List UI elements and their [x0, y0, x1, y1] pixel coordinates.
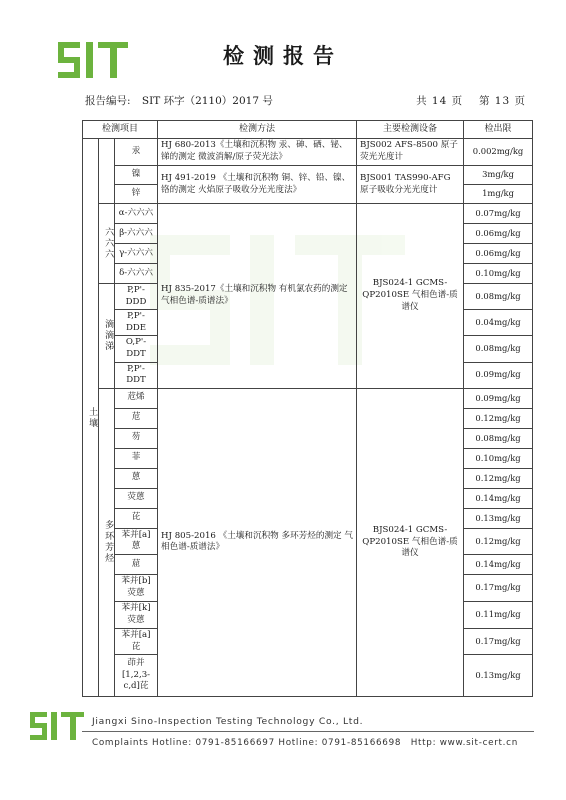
- limit-cell: 0.002mg/kg: [464, 139, 533, 166]
- limit-cell: 0.10mg/kg: [464, 448, 533, 468]
- item-name: 镍: [115, 166, 158, 185]
- item-name: 菲: [115, 448, 158, 468]
- equipment-cell: BJS024-1 GCMS-QP2010SE 气相色谱-质谱仪: [357, 204, 464, 389]
- item-name: P,P'-DDT: [115, 362, 158, 388]
- category-soil: 土壤: [83, 139, 99, 697]
- footer-company: Jiangxi Sino-Inspection Testing Technology Co., Ltd.: [92, 716, 364, 727]
- item-name: 锌: [115, 185, 158, 204]
- limit-cell: 0.11mg/kg: [464, 601, 533, 628]
- method-cell: HJ 491-2019 《土壤和沉积物 铜、锌、铅、镍、铬的测定 火焰原子吸收分光光度法》: [158, 166, 357, 204]
- footer-divider: [82, 731, 534, 732]
- limit-cell: 0.09mg/kg: [464, 362, 533, 388]
- group-ddt: 滴滴涕: [99, 284, 115, 389]
- page-title: 检测报告: [223, 43, 343, 68]
- limit-cell: 0.17mg/kg: [464, 574, 533, 601]
- item-name: 芴: [115, 428, 158, 448]
- limit-cell: 0.14mg/kg: [464, 554, 533, 574]
- table-header-row: [83, 121, 533, 139]
- test-items-table: [82, 120, 533, 697]
- table-row: [83, 139, 533, 166]
- limit-cell: 0.12mg/kg: [464, 528, 533, 554]
- equipment-cell: BJS024-1 GCMS-QP2010SE 气相色谱-质谱仪: [357, 388, 464, 696]
- limit-cell: 0.08mg/kg: [464, 336, 533, 362]
- item-name: 䓛: [115, 554, 158, 574]
- limit-cell: 0.13mg/kg: [464, 655, 533, 697]
- col-header-limit: 检出限: [464, 121, 533, 139]
- limit-cell: 0.07mg/kg: [464, 204, 533, 224]
- item-name: γ-六六六: [115, 244, 158, 264]
- limit-cell: 0.06mg/kg: [464, 244, 533, 264]
- limit-cell: 0.12mg/kg: [464, 408, 533, 428]
- footer-contact: Complaints Hotline: 0791-85166697 Hotline: 0791-85166698 Http: www.sit-cert.cn: [92, 738, 518, 748]
- method-cell: HJ 680-2013《土壤和沉积物 汞、砷、硒、铋、锑的测定 微波消解/原子荧光法》: [158, 139, 357, 166]
- limit-cell: 0.12mg/kg: [464, 468, 533, 488]
- limit-cell: 1mg/kg: [464, 185, 533, 204]
- item-name: O,P'-DDT: [115, 336, 158, 362]
- limit-cell: 0.13mg/kg: [464, 508, 533, 528]
- item-name: 苊烯: [115, 388, 158, 408]
- item-name: 苯并[a]芘: [115, 628, 158, 654]
- limit-cell: 0.09mg/kg: [464, 388, 533, 408]
- limit-cell: 3mg/kg: [464, 166, 533, 185]
- item-name: 茚并[1,2,3-c,d]芘: [115, 655, 158, 697]
- metals-group-cell: [99, 139, 115, 204]
- footer-logo: [30, 712, 84, 740]
- item-name: 苯并[a]蒽: [115, 528, 158, 554]
- table-row: [83, 388, 533, 408]
- report-number-label: 报告编号:: [85, 95, 131, 107]
- col-header-method: 检测方法: [158, 121, 357, 139]
- item-name: P,P'-DDD: [115, 284, 158, 310]
- item-name: 苯并[b]荧蒽: [115, 574, 158, 601]
- method-cell: HJ 835-2017《土壤和沉积物 有机氯农药的测定 气相色谱-质谱法》: [158, 204, 357, 389]
- item-name: 蒽: [115, 468, 158, 488]
- limit-cell: 0.08mg/kg: [464, 428, 533, 448]
- item-name: δ-六六六: [115, 264, 158, 284]
- item-name: 苯并[k]荧蒽: [115, 601, 158, 628]
- item-name: 汞: [115, 139, 158, 166]
- report-number-value: SIT 环字（2110）2017 号: [141, 95, 273, 107]
- group-pah: 多环芳烃: [99, 388, 115, 696]
- equipment-cell: BJS002 AFS-8500 原子荧光光度计: [357, 139, 464, 166]
- report-number: [85, 93, 273, 108]
- group-hch: 六六六: [99, 204, 115, 284]
- item-name: 荧蒽: [115, 488, 158, 508]
- limit-cell: 0.06mg/kg: [464, 224, 533, 244]
- item-name: 芘: [115, 508, 158, 528]
- col-header-item: 检测项目: [83, 121, 158, 139]
- item-name: P,P'-DDE: [115, 310, 158, 336]
- table-row: [83, 204, 533, 224]
- limit-cell: 0.17mg/kg: [464, 628, 533, 654]
- item-name: 苊: [115, 408, 158, 428]
- method-cell: HJ 805-2016 《土壤和沉积物 多环芳烃的测定 气相色谱-质谱法》: [158, 388, 357, 696]
- limit-cell: 0.14mg/kg: [464, 488, 533, 508]
- item-name: β-六六六: [115, 224, 158, 244]
- limit-cell: 0.10mg/kg: [464, 264, 533, 284]
- item-name: α-六六六: [115, 204, 158, 224]
- page-indicator: 共 14 页 第 13 页: [416, 95, 526, 107]
- limit-cell: 0.04mg/kg: [464, 310, 533, 336]
- table-row: [83, 166, 533, 185]
- equipment-cell: BJS001 TAS990-AFG 原子吸收分光光度计: [357, 166, 464, 204]
- limit-cell: 0.08mg/kg: [464, 284, 533, 310]
- col-header-equipment: 主要检测设备: [357, 121, 464, 139]
